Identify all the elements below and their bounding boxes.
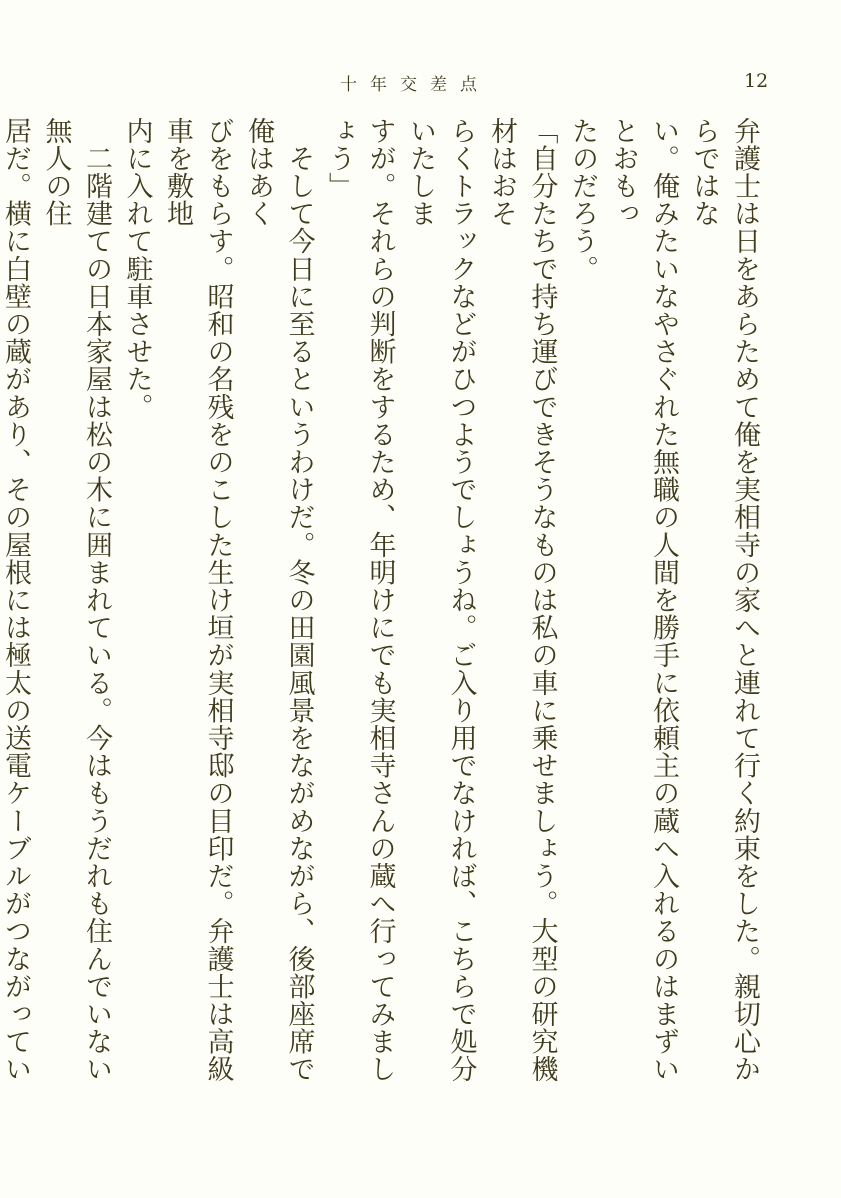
running-head-title: 十年交差点	[340, 75, 490, 95]
paragraph-2: 「自分たちで持ち運びできそうなものは私の車に乗せましょう。大型の研究機材はおそ らくトラックなどがひつようでしょうね。ご入り用でなければ、こちらで処分いたしま すが。それらの判断をするため、年明けにでも実相寺さんの蔵へ行ってみましょう」	[324, 117, 558, 1083]
vertical-body-text	[0, 117, 764, 1083]
paragraph-1: 弁護士は日をあらためて俺を実相寺の家へと連れて行く約束をした。親切心からではな い。俺みたいなやさぐれた無職の人間を勝手に依頼主の蔵へ入れるのはまずいとおもっ たのだろう。	[567, 117, 760, 1083]
paragraph-4: 二階建ての日本家屋は松の木に囲まれている。今はもうだれも住んでいない無人の住 居だ。横に白壁の蔵があり、その屋根には極太の送電ケーブルがつながってい	[0, 117, 112, 1083]
page-number: 12	[744, 70, 769, 92]
paragraph-3: そして今日に至るというわけだ。冬の田園風景をながめながら、後部座席で俺はあく びをもらす。昭和の名残をのこした生け垣が実相寺邸の目印だ。弁護士は高級車を敷地 内に入れて駐車させた。	[121, 117, 315, 1083]
